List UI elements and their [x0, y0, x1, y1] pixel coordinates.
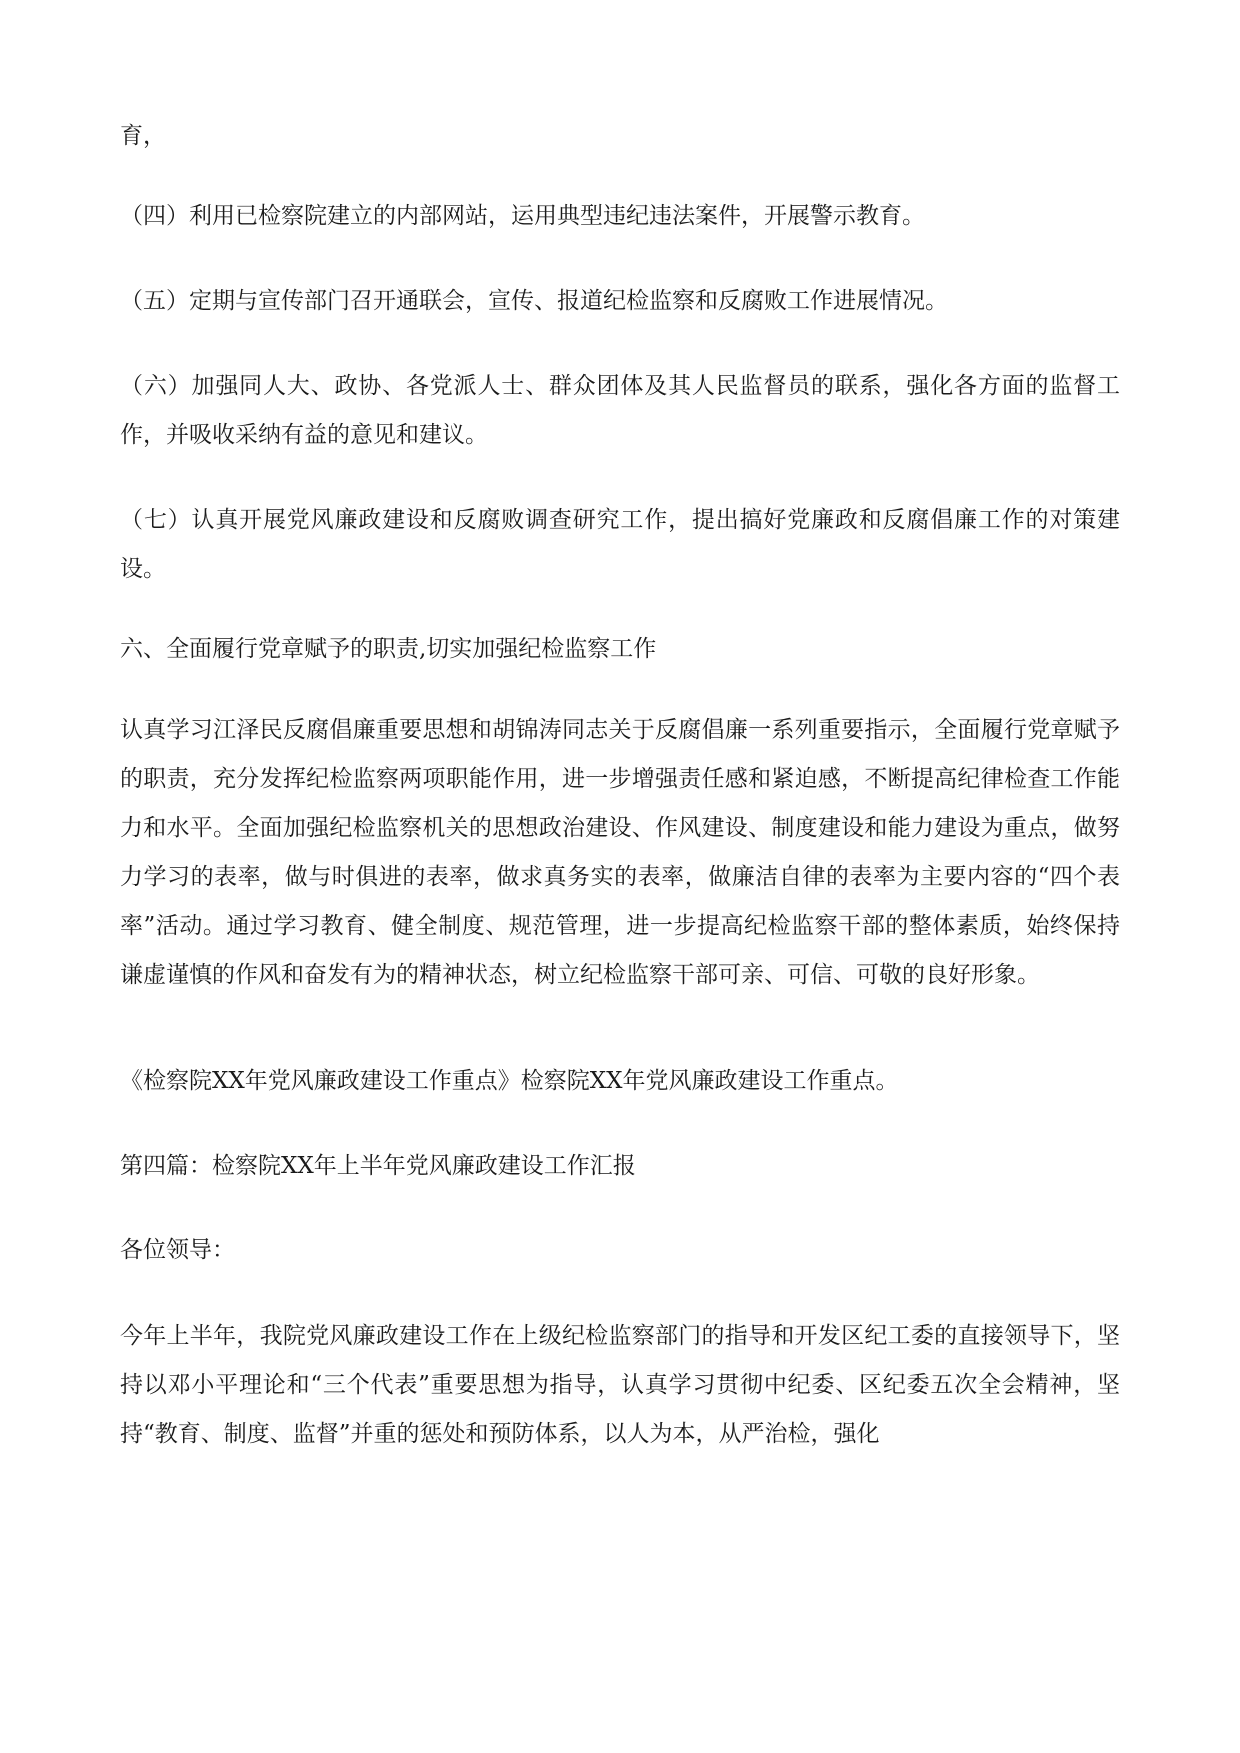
chapter-heading-4: 第四篇：检察院XX年上半年党风廉政建设工作汇报 [120, 1153, 636, 1179]
paragraph-continuation: 育， [120, 123, 166, 149]
section-heading-6: 六、全面履行党章赋予的职责,切实加强纪检监察工作 [120, 636, 657, 662]
paragraph-body: 认真学习江泽民反腐倡廉重要思想和胡锦涛同志关于反腐倡廉一系列重要指示，全面履行党章赋予的职责，充分发挥纪检监察两项职能作用，进一步增强责任感和紧迫感，不断提高纪律检查工作能力和水平。全面加强纪检监察机关的思想政治建设、作风建设、制度建设和能力建设为重点，做努力学习的表率，做与时俱进的表率，做求真务实的表率，做廉洁自律的表率为主要内容的“四个表率”活动。通过学习教育、健全制度、规范管理，进一步提高纪检监察干部的整体素质，始终保持谦虚谨慎的作风和奋发有为的精神状态，树立纪检监察干部可亲、可信、可敬的良好形象。 [120, 717, 1120, 988]
paragraph-item-5: （五）定期与宣传部门召开通联会，宣传、报道纪检监察和反腐败工作进展情况。 [120, 288, 948, 314]
salutation: 各位领导： [120, 1237, 235, 1263]
paragraph-item-4: （四）利用已检察院建立的内部网站，运用典型违纪违法案件，开展警示教育。 [120, 203, 925, 229]
paragraph-item-7: （七）认真开展党风廉政建设和反腐败调查研究工作，提出搞好党廉政和反腐倡廉工作的对策建设。 [120, 507, 1120, 582]
paragraph-title-reference: 《检察院XX年党风廉政建设工作重点》检察院XX年党风廉政建设工作重点。 [120, 1068, 899, 1094]
paragraph-report-body: 今年上半年，我院党风廉政建设工作在上级纪检监察部门的指导和开发区纪工委的直接领导下，坚持以邓小平理论和“三个代表”重要思想为指导，认真学习贯彻中纪委、区纪委五次全会精神，坚持“教育、制度、监督”并重的惩处和预防体系，以人为本，从严治检，强化 [120, 1323, 1120, 1447]
paragraph-item-6: （六）加强同人大、政协、各党派人士、群众团体及其人民监督员的联系，强化各方面的监督工作，并吸收采纳有益的意见和建议。 [120, 373, 1120, 448]
